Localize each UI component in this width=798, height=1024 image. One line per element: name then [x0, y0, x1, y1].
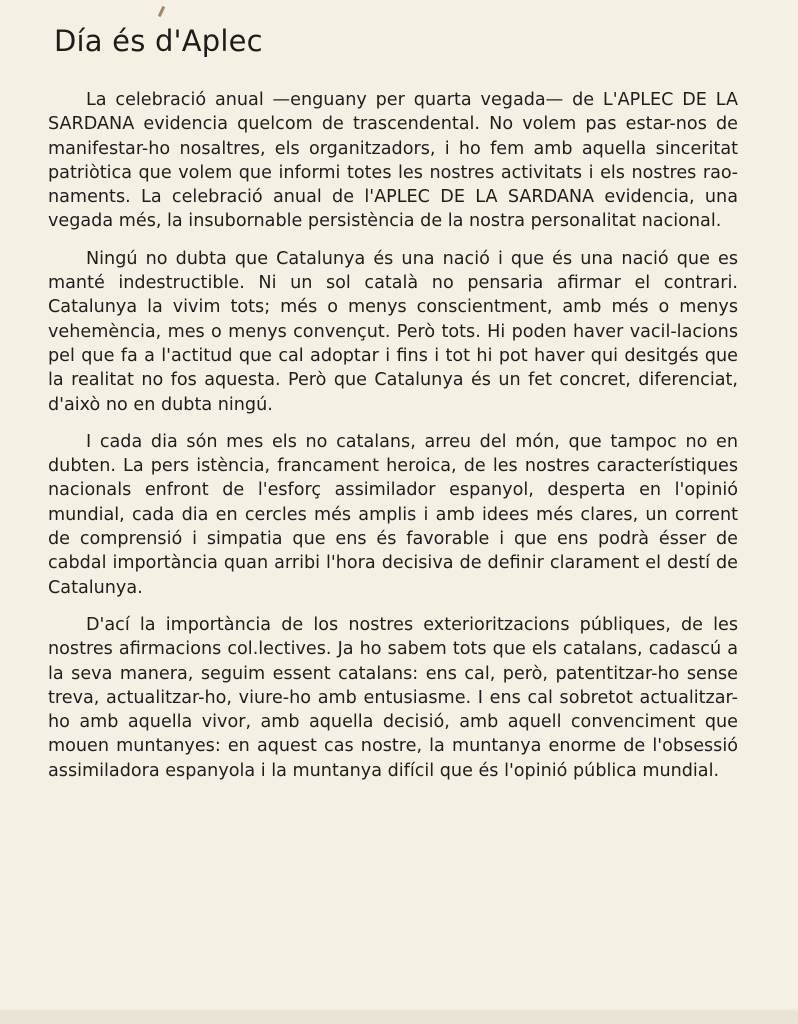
- page-title: Día és d'Aplec: [54, 24, 263, 58]
- paragraph: La celebració anual —enguany per quarta vegada— de L'APLEC DE LA SARDANA evidencia quelcom de trascendental. No volem pas estar-nos de manifestar-ho nosaltres, els organitzadors, i ho fem amb aquella sinceritat patriòtica que volem que informi totes les nostres activitats i els nostres raonaments. La celebració anual de l'APLEC DE LA SARDANA evidencia, una vegada més, la insubornable persistència de la nostra personalitat nacional.: [48, 90, 738, 232]
- paragraph: I cada dia són mes els no catalans, arreu del món, que tampoc no en dubten. La pers istència, francament heroica, de les nostres característiques nacionals enfront de l'esforç assimilador espanyol, desperta en l'opinió mundial, cada dia en cercles més amplis i amb idees més clares, un corrent de comprensió i simpatia que ens és favorable i que ens podrà ésser de cabdal importància quan arribi l'hora decisiva de definir clarament el destí de Catalunya.: [48, 431, 738, 598]
- paragraph: D'ací la importància de los nostres exterioritzacions públiques, de les nostres afirmacions col.lectives. Ja ho sabem tots que els catalans, cadascú a la seva manera, seguim essent catalans: ens cal, però, patentitzar-ho sense treva, actualitzar-ho, viure-ho amb entusiasme. I ens cal sobretot actualitzar-ho amb aquella vivor, amb aquella decisió, amb aquell convenciment que mouen muntanyes: en aquest cas nostre, la muntanya enorme de l'obsessió assimiladora espanyola i la muntanya difícil que és l'opinió pública mundial.: [48, 614, 738, 781]
- ink-mark: [158, 6, 165, 17]
- article-body: [48, 88, 738, 796]
- page-edge: [0, 1010, 798, 1024]
- paragraph: Ningú no dubta que Catalunya és una nació i que és una nació que es manté indestructible. Ni un sol català no pensaria afirmar el contrari. Catalunya la vivim tots; més o menys conscientment, amb més o menys vehemència, mes o menys convençut. Però tots. Hi poden haver vacil-lacions pel que fa a l'actitud que cal adoptar i fins i tot hi pot haver qui desitgés que la realitat no fos aquesta. Però que Catalunya és un fet concret, diferenciat, d'això no en dubta ningú.: [48, 248, 738, 415]
